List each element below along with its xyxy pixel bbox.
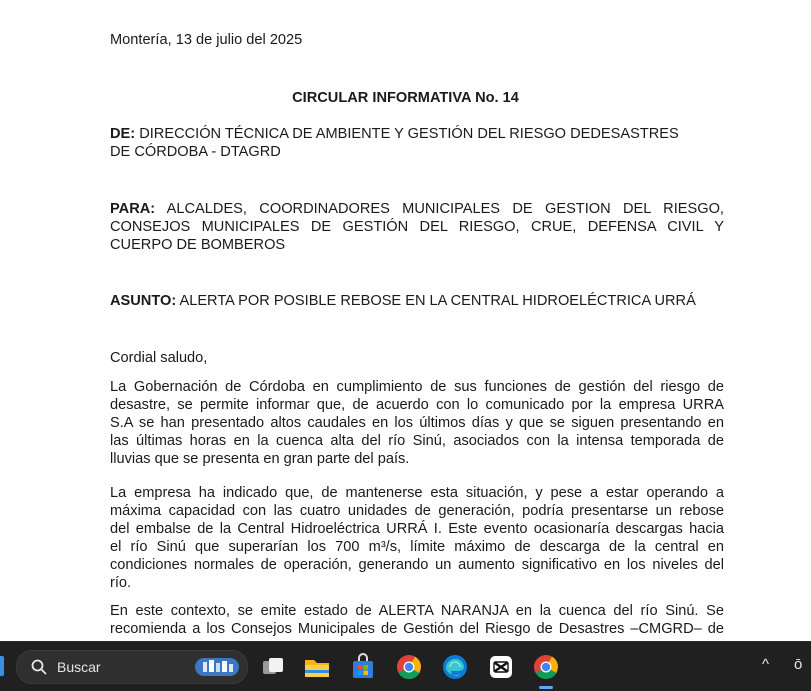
para-line-2: CONSEJOS MUNICIPALES DE GESTIÓN DEL RIESGO, CRUE, DEFENSA CIVIL Y <box>110 219 724 235</box>
search-highlight-icon <box>193 654 241 685</box>
p2-line: el río Sinú que superarían los 700 m³/s, límite máximo de descarga de la central en <box>110 539 724 555</box>
para-text-1: ALCALDES, COORDINADORES MUNICIPALES DE GESTION DEL RIESGO, <box>166 201 724 217</box>
de-label: DE: <box>110 126 136 142</box>
search-icon <box>31 659 47 680</box>
p1-line: desastre, se permite informar que, de acuerdo con lo comunicado por la empresa URRA <box>110 397 724 413</box>
de-line-1 <box>110 125 679 143</box>
capcut-icon[interactable] <box>486 652 516 682</box>
tray-partial-icon[interactable]: ō <box>794 656 803 673</box>
de-line-2: DE CÓRDOBA - DTAGRD <box>110 144 281 160</box>
p1-line: lluvias que se presenta en gran parte del país. <box>110 451 410 467</box>
asunto-line <box>110 292 696 310</box>
p2-line: La empresa ha indicado que, de mantenerse esta situación, y pese a estar operando a <box>110 485 724 501</box>
p3-line: recomienda a los Consejos Municipales de Gestión del Riesgo de Desastres –CMGRD– de <box>110 621 724 637</box>
taskbar-search-box[interactable] <box>16 650 248 684</box>
date-line: Montería, 13 de julio del 2025 <box>110 32 303 48</box>
p2-line: río. <box>110 575 132 591</box>
windows-taskbar <box>0 641 811 691</box>
microsoft-store-icon[interactable] <box>348 652 378 682</box>
chrome-active-icon[interactable] <box>531 652 561 682</box>
start-edge-indicator <box>0 656 4 676</box>
search-placeholder: Buscar <box>57 659 101 675</box>
para-line-1 <box>110 200 724 218</box>
tray-chevron-icon[interactable]: ^ <box>762 656 770 673</box>
chrome-icon[interactable] <box>394 652 424 682</box>
asunto-text: ALERTA POR POSIBLE REBOSE EN LA CENTRAL HIDROELÉCTRICA URRÁ <box>179 293 696 309</box>
p1-line: S.A se han presentado altos caudales en los últimos días y que se siguen presentando en <box>110 415 724 431</box>
p3-line: En este contexto, se emite estado de ALERTA NARANJA en la cuenca del río Sinú. Se <box>110 603 724 619</box>
p2-line: máxima capacidad con las cuatro unidades de generación, podría presentarse un rebose <box>110 503 724 519</box>
task-view-icon[interactable] <box>258 652 288 682</box>
p1-line: La Gobernación de Córdoba en cumplimiento de sus funciones de gestión del riesgo de <box>110 379 724 395</box>
para-label: PARA: <box>110 201 156 217</box>
p2-line: del embalse de la Central Hidroeléctrica URRÁ I. Este evento ocasionaría descargas hacia <box>110 521 724 537</box>
circular-title: CIRCULAR INFORMATIVA No. 14 <box>292 90 519 106</box>
asunto-label: ASUNTO: <box>110 293 177 309</box>
de-text-1: DIRECCIÓN TÉCNICA DE AMBIENTE Y GESTIÓN DEL RIESGO DEDESASTRES <box>139 126 679 142</box>
p1-line: las últimas horas en la cuenca alta del río Sinú, asociados con la intensa temporada de <box>110 433 724 449</box>
para-line-3: CUERPO DE BOMBEROS <box>110 237 286 253</box>
p2-line: condiciones normales de operación, generando un aumento significativo en los niveles del <box>110 557 724 573</box>
file-explorer-icon[interactable] <box>302 652 332 682</box>
greeting: Cordial saludo, <box>110 350 208 366</box>
edge-icon[interactable] <box>440 652 470 682</box>
active-app-indicator <box>539 686 553 689</box>
